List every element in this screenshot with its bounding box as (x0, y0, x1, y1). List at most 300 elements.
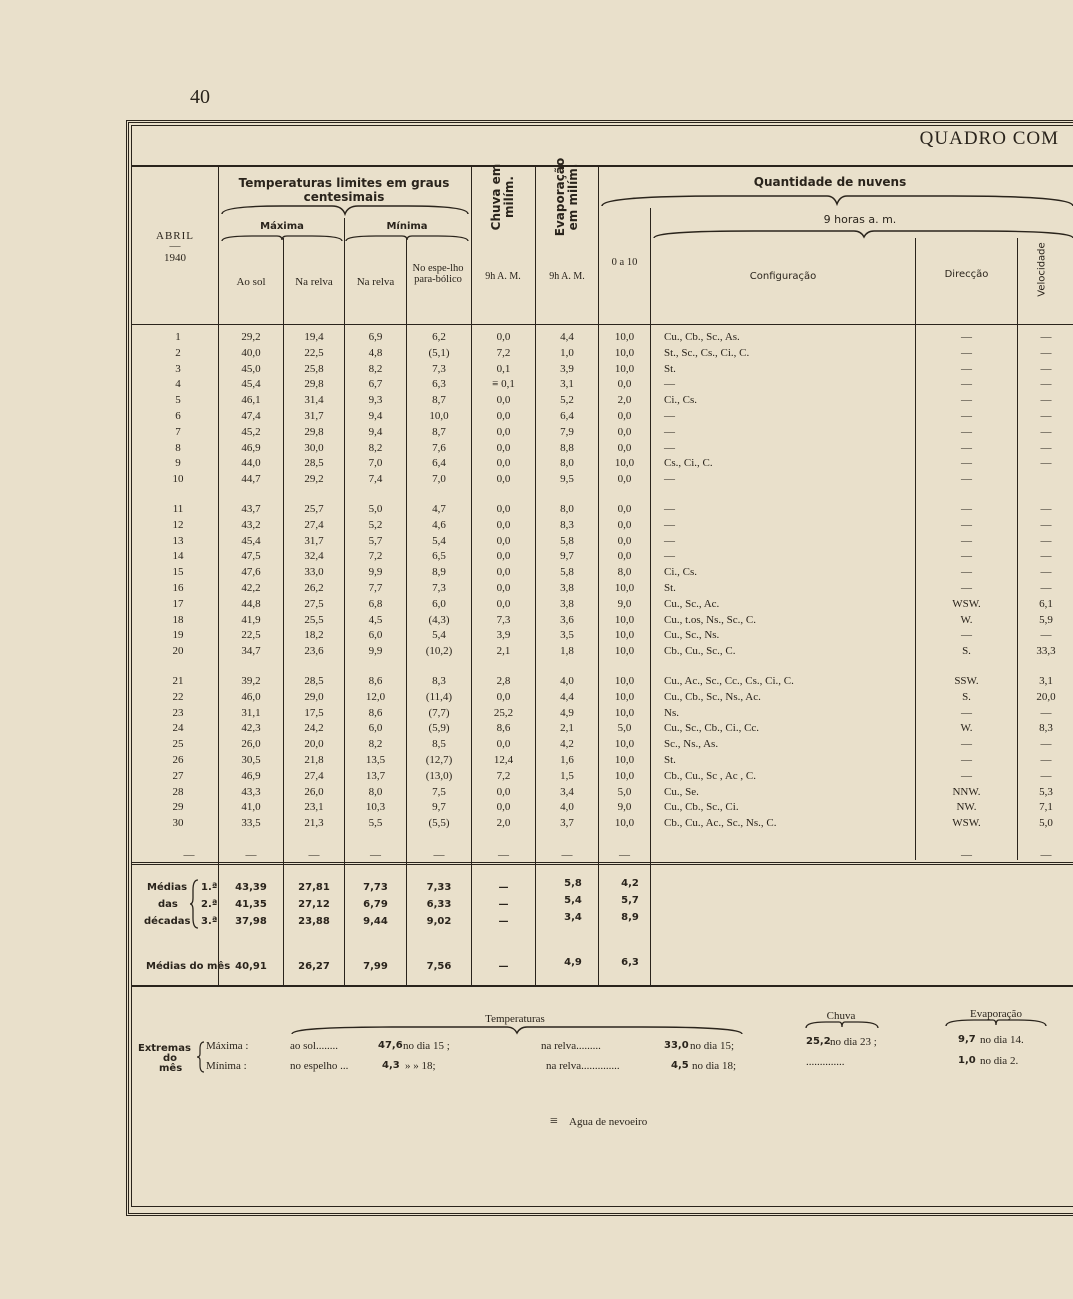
cell-dir: — (961, 394, 972, 407)
cell-config: — (664, 441, 675, 454)
cell-d: 29 (172, 801, 184, 814)
cell-sol: 45,2 (241, 425, 261, 438)
header-bottom-rule (131, 324, 1073, 325)
cell-relva: 21,8 (304, 754, 324, 766)
cell-relva-min: 5,7 (368, 534, 383, 547)
cell-relva-min: 13,7 (365, 769, 386, 782)
cell-vel: — (1040, 582, 1052, 594)
cell-dir: NNW. (952, 785, 981, 798)
ext-label-1: Extremas (138, 1043, 191, 1054)
cell-vel: — (1040, 754, 1052, 766)
ext-evap-max-day: no dia 14. (980, 1034, 1024, 1046)
header-time-evap: 9h A. M. (549, 271, 585, 282)
cell-relva-min: 8,6 (368, 706, 383, 719)
cell-nuv: 0,0 (617, 425, 632, 438)
brace-min (346, 234, 468, 242)
table-row (131, 331, 1073, 347)
cell-dir: — (961, 706, 972, 719)
avg-month-relva: 26,27 (298, 961, 330, 972)
header-month: ABRIL (156, 230, 194, 242)
table-row (131, 786, 1073, 802)
cell-d: 28 (172, 785, 184, 798)
avg-decade-esp: 9,02 (426, 916, 452, 927)
cell-dir: — (961, 425, 972, 438)
cell-relva-min: 13,5 (365, 754, 386, 766)
cell-config: — (664, 518, 675, 531)
cell-config: St., Sc., Cs., Ci., C. (664, 346, 750, 359)
avg-month-nuv: 6,3 (621, 957, 639, 968)
brace-max (222, 234, 342, 242)
cell-d: 3 (175, 362, 181, 375)
table-row (131, 442, 1073, 458)
cell-vel: — (1040, 518, 1052, 531)
cell-d: 7 (175, 425, 181, 438)
cell-sol: 44,7 (241, 473, 261, 486)
cell-relva: 29,8 (304, 378, 324, 391)
cell-nuv: 0,0 (617, 441, 632, 454)
cell-evap: 8,0 (560, 457, 574, 470)
table-row (131, 707, 1073, 723)
cell-config: Cu., Ac., Sc., Cc., Cs., Ci., C. (664, 675, 794, 687)
cell-chuva: 0,0 (496, 738, 511, 751)
cell-relva: 24,2 (304, 722, 324, 735)
ext-brace-label (197, 1040, 205, 1074)
ext-evap-min-val: 1,0 (958, 1055, 976, 1066)
table-row (131, 426, 1073, 442)
cell-relva: 18,2 (304, 629, 324, 642)
cell-nuv: 10,0 (614, 738, 635, 751)
cell-esp: 6,0 (432, 597, 446, 610)
cell-chuva: 0,0 (496, 473, 511, 486)
cell-dir: S. (962, 690, 971, 703)
avg-decade-evap: 5,8 (564, 878, 582, 889)
cell-evap: 1,8 (560, 645, 574, 658)
ext-min-relva-label: na relva.............. (546, 1060, 620, 1072)
cell-relva: 19,4 (304, 331, 324, 343)
ext-max-sol-label: ao sol........ (290, 1040, 338, 1052)
ext-chuva-val: 25,2 (806, 1036, 831, 1047)
cell-evap: 3,8 (560, 582, 574, 594)
ext-max-sol-day: no dia 15 ; (403, 1040, 450, 1052)
cell-d: 22 (172, 690, 184, 703)
cell-relva-min: 5,0 (368, 503, 383, 515)
table-row (131, 675, 1073, 691)
cell-esp: 7,3 (432, 582, 446, 594)
cell-config: Cu., Cb., Sc., Ns., Ac. (664, 690, 761, 703)
header-year: 1940 (164, 252, 186, 264)
table-row (131, 378, 1073, 394)
cell-relva: 25,5 (304, 613, 324, 626)
header-velocidade: Velocidade (1036, 242, 1048, 297)
cell-chuva: 0,0 (496, 457, 511, 470)
cell-sol: 47,5 (241, 550, 261, 563)
avg-dec-3: 3.ª (201, 916, 218, 927)
cell-d: 17 (172, 597, 184, 610)
avg-month-label: Médias do mês (146, 961, 231, 972)
ext-min-relva-day: no dia 18; (692, 1060, 736, 1072)
cell-config: Cu., Cb., Sc., As. (664, 331, 740, 343)
cell-config: Cu., Sc., Cb., Ci., Cc. (664, 722, 760, 735)
cell-chuva: 0,0 (496, 690, 511, 703)
averages-bottom-rule (131, 985, 1073, 987)
title-rule (131, 165, 1073, 167)
cell-vel: — (1040, 629, 1052, 642)
cell-dir: — (961, 473, 972, 486)
cell-relva: 29,0 (304, 690, 324, 703)
avg-decade-esp: 6,33 (426, 899, 452, 910)
cell-evap: 4,0 (560, 801, 574, 814)
cell-dir: — (961, 518, 972, 531)
cell-config: Ns. (664, 706, 679, 719)
cell-nuv: 9,0 (617, 801, 632, 814)
cell-evap: 3,8 (560, 597, 574, 610)
cell-dir: — (961, 629, 972, 642)
table-row (131, 363, 1073, 379)
cell-chuva: 0,0 (496, 566, 511, 579)
ext-max-sol-val: 47,6 (378, 1040, 403, 1051)
avg-decade-nuv: 4,2 (621, 878, 639, 889)
cell-nuv: 10,0 (614, 817, 635, 830)
cell-config: — (664, 410, 675, 422)
cell-dir: — (961, 550, 972, 563)
cell-sol: 34,7 (241, 645, 261, 658)
cell-nuv: 10,0 (614, 346, 635, 359)
cell-relva-min: 5,2 (368, 518, 383, 531)
cell-relva-min: 7,0 (368, 457, 383, 470)
ext-evap-max-val: 9,7 (958, 1034, 976, 1045)
cell-vel: 8,3 (1039, 722, 1053, 735)
cell-dir: — (961, 754, 972, 766)
cell-vel: — (1040, 769, 1052, 782)
cell-nuv: 0,0 (617, 550, 632, 563)
avg-decade-chuva: — (498, 916, 509, 927)
table-row (131, 519, 1073, 535)
cell-vel: — (1040, 738, 1052, 751)
cell-vel: — (1040, 331, 1052, 343)
header-na-relva-max: Na relva (295, 276, 333, 288)
cell-nuv: 10,0 (614, 613, 635, 626)
ext-evap-min-day: no dia 2. (980, 1055, 1019, 1067)
cell-relva-min: 6,9 (368, 331, 383, 343)
cell-config: St. (664, 582, 676, 594)
cell-esp: 4,7 (432, 503, 446, 515)
cell-relva-min: 6,0 (368, 722, 383, 735)
table-row (131, 566, 1073, 582)
cell-evap: 1,6 (560, 754, 574, 766)
cell-dir: — (961, 331, 972, 343)
cell-esp: (5,9) (428, 722, 450, 735)
cell-config: Cu., t.os, Ns., Sc., C. (664, 613, 756, 626)
cell-nuv: 0,0 (617, 503, 632, 515)
cell-esp: (12,7) (425, 754, 453, 766)
cell-sol: 46,1 (241, 394, 261, 407)
cell-esp: 5,4 (432, 534, 446, 547)
cell-d: 12 (172, 518, 184, 531)
cell-sol: 26,0 (241, 738, 261, 751)
cell-config: — (664, 473, 675, 486)
cell-relva: 25,8 (304, 362, 324, 375)
cell-sol: 40,0 (241, 346, 261, 359)
ext-min-esp-day: » » 18; (405, 1060, 436, 1072)
cell-dir: — (961, 378, 972, 391)
cell-d: 5 (175, 394, 181, 407)
cell-d: 21 (172, 675, 184, 687)
cell-sol: 45,4 (241, 378, 261, 391)
table-row (131, 817, 1073, 833)
cell-esp: 8,7 (432, 394, 446, 407)
header-time-chuva: 9h A. M. (485, 271, 521, 282)
cell-evap: 4,0 (560, 675, 574, 687)
avg-decade-sol: 41,35 (235, 899, 267, 910)
cell-relva-min: 6,7 (368, 378, 383, 391)
cell-nuv: 0,0 (617, 534, 632, 547)
table-row (131, 722, 1073, 738)
header-config: Configuração (749, 271, 817, 282)
cell-evap: 5,2 (560, 394, 574, 407)
cell-d: 13 (172, 534, 184, 547)
cell-relva-min: 7,7 (368, 582, 383, 594)
cell-dir: — (961, 441, 972, 454)
cell-d: 6 (175, 410, 181, 422)
avg-month-chuva: — (498, 961, 509, 972)
cell-nuv: 0,0 (617, 473, 632, 486)
cell-d: 15 (172, 566, 184, 579)
avg-decade-nuv: 8,9 (621, 912, 639, 923)
cell-evap: 4,2 (560, 738, 574, 751)
cell-dir: — (961, 769, 972, 782)
brace-nine-am (654, 228, 1073, 240)
cell-d: 30 (172, 817, 184, 830)
cell-chuva: 0,0 (496, 425, 511, 438)
table-row (131, 347, 1073, 363)
page-number: 40 (190, 86, 210, 108)
cell-evap: 3,1 (560, 378, 574, 391)
cell-sol: 42,2 (241, 582, 261, 594)
cell-sol: 46,9 (241, 441, 261, 454)
cell-relva: 27,4 (304, 518, 324, 531)
legend-symbol: ≡ (550, 1114, 558, 1129)
cell-chuva: 0,0 (496, 331, 511, 343)
cell-esp: 8,3 (432, 675, 446, 687)
cell-d: 19 (172, 629, 184, 642)
cell-sol: 43,2 (241, 518, 261, 531)
cell-relva: 29,8 (304, 425, 324, 438)
cell-chuva: ≡ 0,1 (492, 378, 515, 391)
table-row (131, 645, 1073, 661)
cell-dir: SSW. (954, 675, 979, 687)
header-chuva: Chuva em milím. (489, 163, 516, 231)
avg-decade-relva-min: 6,79 (363, 899, 388, 910)
cell-d: 23 (172, 706, 184, 719)
cell-vel: 5,9 (1039, 613, 1053, 626)
cell-config: — (664, 503, 675, 515)
cell-dir: WSW. (952, 597, 981, 610)
ext-chuva-header: Chuva (826, 1010, 856, 1022)
ext-brace-chuva (806, 1020, 878, 1030)
cell-nuv: 10,0 (614, 754, 635, 766)
cell-nuv: 2,0 (617, 394, 632, 407)
avg-label-2: das (158, 899, 178, 910)
cell-esp: 8,5 (432, 738, 446, 751)
cell-relva: 21,3 (304, 817, 324, 830)
cell-dir: — (961, 410, 972, 422)
ext-min-esp-label: no espelho ... (290, 1060, 349, 1072)
cell-chuva: 7,2 (496, 346, 511, 359)
table-row (131, 503, 1073, 519)
cell-relva-min: 9,4 (368, 425, 383, 438)
table-row (131, 801, 1073, 817)
table-row (131, 473, 1073, 489)
cell-evap: 9,5 (560, 473, 574, 486)
header-direccao: Direcção (944, 269, 989, 280)
cell-d: 18 (172, 613, 184, 626)
cell-evap: 8,3 (560, 518, 574, 531)
cell-d: 10 (172, 473, 184, 486)
avg-month-esp: 7,56 (426, 961, 452, 972)
cell-config: — (664, 550, 675, 563)
cell-relva-min: 9,3 (368, 394, 383, 407)
cell-relva: 22,5 (304, 346, 324, 359)
header-nuvens-group: Quantidade de nuvens (753, 175, 907, 189)
cell-sol: 44,0 (241, 457, 261, 470)
avg-month-sol: 40,91 (235, 961, 267, 972)
header-ao-sol: Ao sol (236, 276, 266, 288)
cell-esp: (5,5) (428, 817, 450, 830)
cell-chuva: 25,2 (493, 706, 514, 719)
cell-d: 4 (175, 378, 181, 391)
cell-chuva: 7,2 (496, 769, 511, 782)
table-row (131, 629, 1073, 645)
cell-vel: 5,0 (1039, 817, 1053, 830)
cell-dir: W. (960, 722, 973, 735)
cell-esp: 8,9 (432, 566, 446, 579)
table-title: QUADRO COM (919, 128, 1059, 149)
table-row (131, 582, 1073, 598)
cell-chuva: 0,1 (496, 362, 511, 375)
cell-esp: 7,0 (432, 473, 446, 486)
cell-vel: — (1040, 394, 1052, 407)
cell-relva: 29,2 (304, 473, 324, 486)
cell-sol: 44,8 (241, 597, 261, 610)
table-row (131, 754, 1073, 770)
cell-d: 2 (175, 346, 181, 359)
cell-chuva: 2,8 (496, 675, 511, 687)
avg-decade-relva: 27,81 (298, 882, 330, 893)
cell-esp: 7,6 (432, 441, 446, 454)
cell-evap: 9,7 (560, 550, 574, 563)
cell-esp: (11,4) (425, 690, 453, 703)
cell-vel: 20,0 (1036, 690, 1056, 703)
ext-temps-header: Temperaturas (485, 1013, 545, 1025)
cell-nuv: 10,0 (614, 582, 635, 594)
legend-text: Agua de nevoeiro (569, 1116, 648, 1128)
ext-evap-header: Evaporação (970, 1008, 1022, 1020)
cell-evap: 5,8 (560, 566, 574, 579)
cell-sol: 43,7 (241, 503, 261, 515)
cell-evap: 3,4 (560, 785, 574, 798)
cell-relva: 23,1 (304, 801, 324, 814)
cell-chuva: 0,0 (496, 597, 511, 610)
ext-max-relva-val: 33,0 (664, 1040, 689, 1051)
cell-d: 24 (172, 722, 184, 735)
cell-chuva: 0,0 (496, 550, 511, 563)
cell-chuva: 0,0 (496, 534, 511, 547)
cell-relva: 31,7 (304, 410, 324, 422)
table-row (131, 738, 1073, 754)
cell-relva: 28,5 (304, 457, 324, 470)
header-nine-am: 9 horas a. m. (823, 213, 897, 226)
table-row (131, 535, 1073, 551)
header-evap: Evaporação em milím. (553, 157, 580, 237)
cell-relva: 33,0 (304, 566, 324, 579)
avg-decade-relva: 27,12 (298, 899, 330, 910)
ext-max-relva-day: no dia 15; (690, 1040, 734, 1052)
avg-month-relvamin: 7,99 (363, 961, 388, 972)
cell-relva-min: 7,2 (368, 550, 383, 563)
cell-config: Cb., Cu., Sc., C. (664, 645, 736, 658)
cell-sol: 42,3 (241, 722, 261, 735)
cell-relva-min: 6,8 (368, 597, 383, 610)
cell-sol: 43,3 (241, 785, 261, 798)
header-temps-group: Temperaturas limites em graus centesimais (238, 176, 450, 204)
cell-nuv: 10,0 (614, 457, 635, 470)
cell-nuv: 0,0 (617, 518, 632, 531)
cell-esp: 6,4 (432, 457, 446, 470)
avg-decade-chuva: — (498, 899, 509, 910)
cell-sol: 46,9 (241, 769, 261, 782)
cell-d: 20 (172, 645, 184, 658)
cell-config: St. (664, 754, 676, 766)
cell-chuva: 0,0 (496, 518, 511, 531)
cell-relva-min: 5,5 (368, 817, 383, 830)
cell-evap: 4,4 (560, 690, 574, 703)
cell-esp: 10,0 (429, 410, 449, 422)
cell-nuv: 10,0 (614, 690, 635, 703)
avg-dec-1: 1.ª (201, 882, 218, 893)
cell-dir: NW. (956, 801, 977, 814)
cell-nuv: 0,0 (617, 410, 632, 422)
cell-relva: 23,6 (304, 645, 324, 658)
cell-dir: WSW. (952, 817, 981, 830)
ext-max-relva-label: na relva......... (541, 1040, 601, 1052)
header-max: Máxima (260, 221, 304, 232)
cell-sol: 46,0 (241, 690, 261, 703)
cell-sol: 41,0 (241, 801, 261, 814)
cell-d: 8 (175, 441, 181, 454)
cell-relva: 20,0 (304, 738, 324, 751)
cell-esp: (10,2) (425, 645, 453, 658)
cell-chuva: 7,3 (496, 613, 511, 626)
avg-decade-nuv: 5,7 (621, 895, 639, 906)
cell-d: 25 (172, 738, 184, 751)
avg-decade-evap: 3,4 (564, 912, 582, 923)
cell-dir: — (961, 738, 972, 751)
cell-d: 16 (172, 582, 184, 594)
brace-temps (222, 204, 468, 218)
cell-esp: 6,3 (432, 378, 446, 391)
avg-label-3: décadas (144, 916, 191, 927)
ext-max-label: Máxima : (206, 1040, 249, 1052)
cell-evap: 8,8 (560, 441, 574, 454)
avg-decade-esp: 7,33 (426, 882, 452, 893)
cell-evap: 1,0 (560, 346, 574, 359)
cell-esp: 7,3 (432, 362, 446, 375)
avg-decade-relva-min: 9,44 (363, 916, 388, 927)
ext-label-3: mês (159, 1063, 183, 1074)
cell-chuva: 0,0 (496, 441, 511, 454)
cell-sol: 45,0 (241, 362, 261, 375)
cell-relva: 31,4 (304, 394, 324, 407)
